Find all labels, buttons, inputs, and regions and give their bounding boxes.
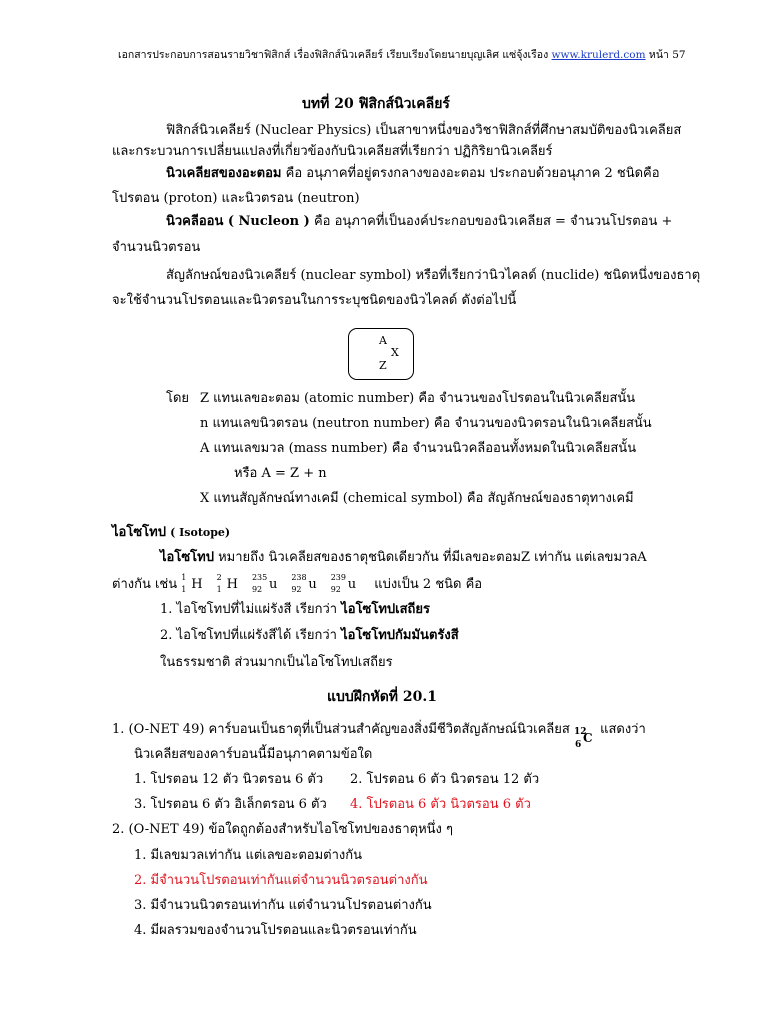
isotope-examples-prefix: ต่างกัน เช่น [112,577,178,592]
header-text: เอกสารประกอบการสอนรายวิชาฟิสิกส์ เรื่องฟิสิกส์นิวเคลียร์ เรียบเรียงโดยนายบุญเลิศ แซ่จุ้งเรือง [118,49,549,61]
isotope-mass-number: 239 [330,573,346,582]
isotope-atomic-number: 92 [291,585,302,594]
isotope-element-symbol: H [226,577,238,592]
isotope-examples [112,573,483,594]
isotope-mass-number: 235 [251,573,268,582]
nuclear-symbol-box [348,328,414,380]
q1-choice-3[interactable]: 3. โปรตอน 6 ตัว อิเล็กตรอน 6 ตัว [134,797,327,812]
isotope-atomic-number: 92 [251,585,263,594]
carbon-element-symbol: C [582,731,593,745]
isotope-mass-number: 238 [291,573,307,582]
isotope-definition [160,549,647,567]
nucleus-term: นิวเคลียสของอะตอม [166,166,282,181]
isotope-atomic-number: 92 [330,585,341,594]
header-page-number: หน้า 57 [648,49,686,61]
nucleon-definition [166,213,672,231]
isotope-heading-en: ( Isotope) [170,526,231,539]
exercise-title: แบบฝึกหัดที่ 20.1 [327,689,437,705]
question-2-text: 2. (O-NET 49) ข้อใดถูกต้องสำหรับไอโซโทปของธาตุหนึ่ง ๆ [112,822,454,837]
q2-choice-3[interactable]: 3. มีจำนวนนิวตรอนเท่ากัน แต่จำนวนโปรตอนต่างกัน [134,898,432,913]
isotope-type-2-text: 2. ไอโซโทปที่แผ่รังสีได้ เรียกว่า [160,628,342,643]
isotope-example-list [181,573,370,594]
nucleon-term: นิวคลีออน ( Nucleon ) [166,214,310,229]
nucleon-definition-cont: จำนวนนิวตรอน [112,240,201,255]
q1-choice-2[interactable]: 2. โปรตอน 6 ตัว นิวตรอน 12 ตัว [350,772,540,787]
question-1-text: 1. (O-NET 49) คาร์บอนเป็นธาตุที่เป็นส่วนสำคัญของสิ่งมีชีวิตสัญลักษณ์นิวเคลียส [112,722,570,737]
nuclear-symbol-text-a: สัญลักษณ์ของนิวเคลียร์ (nuclear symbol) หรือที่เรียกว่านิวไคลด์ (nuclide) ชนิดหนึ่งของธาตุ [166,268,701,283]
legend-z: Z แทนเลขอะตอม (atomic number) คือ จำนวนของโปรตอนในนิวเคลียสนั้น [200,391,636,406]
nucleus-definition [166,165,660,183]
legend-n: n แทนเลขนิวตรอน (neutron number) คือ จำนวนของนิวตรอนในนิวเคลียสนั้น [200,416,652,431]
legend-a-equation: หรือ A = Z + n [234,466,327,481]
nucleus-def: คือ อนุภาคที่อยู่ตรงกลางของอะตอม ประกอบด้วยอนุภาค 2 ชนิดคือ [281,166,660,181]
isotope-type-2 [160,627,459,645]
isotope-heading [112,524,230,542]
symbol-mass-number: A [379,334,387,347]
isotope-example [330,573,357,594]
isotope-type-1-text: 1. ไอโซโทปที่ไม่แผ่รังสี เรียกว่า [160,602,342,617]
isotope-mass-number: 1 [181,573,187,582]
header-link[interactable]: www.krulerd.com [551,49,646,61]
intro-paragraph-1a: ฟิสิกส์นิวเคลียร์ (Nuclear Physics) เป็นสาขาหนึ่งของวิชาฟิสิกส์ที่ศึกษาสมบัติของนิวเคลียส [166,123,682,138]
intro-paragraph-1b: และกระบวนการเปลี่ยนแปลงที่เกี่ยวข้องกับนิวเคลียสที่เรียกว่า ปฏิกิริยานิวเคลียร์ [112,144,553,159]
q2-choice-2-answer[interactable]: 2. มีจำนวนโปรตอนเท่ากันแต่จำนวนนิวตรอนต่างกัน [134,873,428,888]
chapter-title: บทที่ 20 ฟิสิกส์นิวเคลียร์ [302,96,450,112]
isotope-def: หมายถึง นิวเคลียสของธาตุชนิดเดียวกัน ที่มีเลขอะตอมZ เท่ากัน แต่เลขมวลA [213,550,647,565]
nucleon-def: คือ อนุภาคที่เป็นองค์ประกอบของนิวเคลียส = จำนวนโปรตอน + [309,214,673,229]
isotope-mass-number: 2 [216,573,222,582]
isotope-element-symbol: u [347,577,357,592]
isotope-element-symbol: u [308,577,317,592]
isotope-example [291,573,317,594]
carbon-atomic-number: 6 [574,740,582,750]
q1-choice-4-answer[interactable]: 4. โปรตอน 6 ตัว นิวตรอน 6 ตัว [350,797,531,812]
isotope-heading-th: ไอโซโทป [112,525,166,540]
page-header [118,46,686,64]
q2-choice-4[interactable]: 4. มีผลรวมของจำนวนโปรตอนและนิวตรอนเท่ากัน [134,923,417,938]
isotope-term: ไอโซโทป [160,550,214,565]
symbol-atomic-number: Z [379,359,387,372]
isotope-example [181,573,203,594]
q2-choice-1[interactable]: 1. มีเลขมวลเท่ากัน แต่เลขอะตอมต่างกัน [134,848,363,863]
isotope-type-1-term: ไอโซโทปเสถียร [341,602,431,617]
isotope-nature-note: ในธรรมชาติ ส่วนมากเป็นไอโซโทปเสถียร [160,655,393,670]
question-1-tail: แสดงว่า [600,722,646,737]
isotope-atomic-number: 1 [181,585,187,594]
question-1 [112,721,646,750]
question-1-cont: นิวเคลียสของคาร์บอนนี้มีอนุภาคตามข้อใด [134,747,373,762]
isotope-element-symbol: u [268,577,278,592]
isotope-element-symbol: H [191,577,203,592]
isotope-type-2-term: ไอโซโทปกัมมันตรังสี [341,628,459,643]
q1-choice-1[interactable]: 1. โปรตอน 12 ตัว นิวตรอน 6 ตัว [134,772,324,787]
legend-prefix: โดย [166,391,190,406]
isotope-example [216,573,238,594]
isotope-examples-suffix: แบ่งเป็น 2 ชนิด คือ [374,577,483,592]
isotope-example [251,573,278,594]
nucleus-definition-cont: โปรตอน (proton) และนิวตรอน (neutron) [112,191,360,206]
isotope-type-1 [160,601,430,619]
carbon-mass-number: 12 [573,727,587,737]
symbol-element: X [391,346,399,359]
isotope-atomic-number: 1 [216,585,222,594]
nuclear-symbol-text-b: จะใช้จำนวนโปรตอนและนิวตรอนในการระบุชนิดของนิวไคลด์ ดังต่อไปนี้ [112,293,517,308]
legend-x: X แทนสัญลักษณ์ทางเคมี (chemical symbol) คือ สัญลักษณ์ของธาตุทางเคมี [200,491,634,506]
legend-a: A แทนเลขมวล (mass number) คือ จำนวนนิวคลีออนทั้งหมดในนิวเคลียสนั้น [200,441,637,456]
